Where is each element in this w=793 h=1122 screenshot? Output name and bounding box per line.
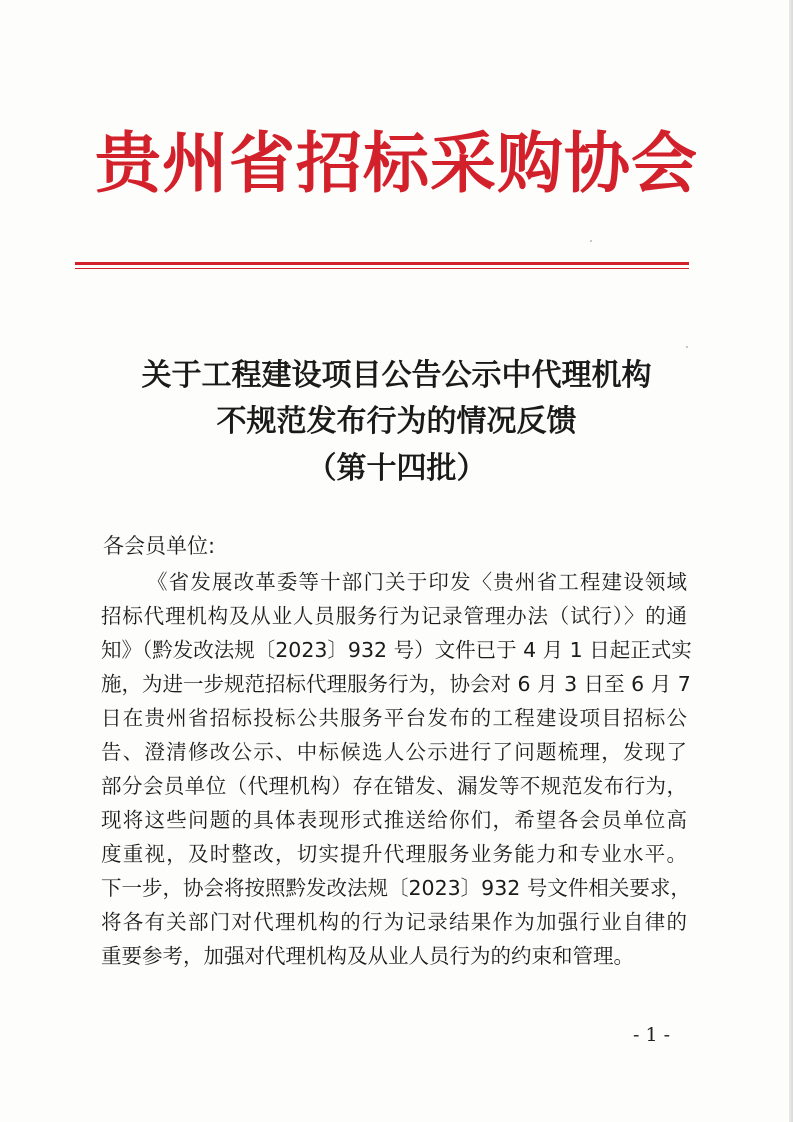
body-line: 度重视，及时整改，切实提升代理服务业务能力和专业水平。 [101, 842, 687, 866]
body-line: 重要参考，加强对代理机构及从业人员行为的约束和管理。 [101, 944, 634, 968]
organization-masthead: 贵州省招标采购协会 [95, 124, 698, 202]
body-line: 日在贵州省招标投标公共服务平台发布的工程建设项目招标公 [101, 706, 687, 730]
page-number: - 1 - [633, 1024, 671, 1046]
scan-speck [590, 240, 592, 242]
body-line: 部分会员单位（代理机构）存在错发、漏发等不规范发布行为， [101, 774, 687, 798]
document-title-line-1: 关于工程建设项目公告公示中代理机构 [141, 358, 652, 393]
body-line: 现将这些问题的具体表现形式推送给你们，希望各会员单位高 [101, 808, 687, 832]
document-title-batch: （第十四批） [306, 451, 487, 486]
masthead-rule-thin [75, 268, 689, 269]
body-line: 招标代理机构及从业人员服务行为记录管理办法（试行）〉的通 [101, 604, 687, 628]
body-line: 施，为进一步规范招标代理服务行为，协会对 6 月 3 日至 6 月 7 [101, 672, 691, 696]
document-title-line-2: 不规范发布行为的情况反馈 [216, 404, 577, 439]
scan-speck [686, 346, 688, 348]
body-line: 告、澄清修改公示、中标候选人公示进行了问题梳理，发现了 [101, 740, 687, 764]
salutation: 各会员单位: [103, 534, 216, 558]
body-line: 下一步，协会将按照黔发改法规〔2023〕932 号文件相关要求， [101, 876, 691, 900]
body-line: 知》（黔发改法规〔2023〕932 号）文件已于 4 月 1 日起正式实 [101, 638, 692, 662]
masthead-rule-thick [75, 262, 689, 265]
body-line: 《省发展改革委等十部门关于印发〈贵州省工程建设领域 [147, 570, 687, 594]
body-line: 将各有关部门对代理机构的行为记录结果作为加强行业自律的 [101, 910, 687, 934]
body-paragraph [101, 565, 701, 973]
